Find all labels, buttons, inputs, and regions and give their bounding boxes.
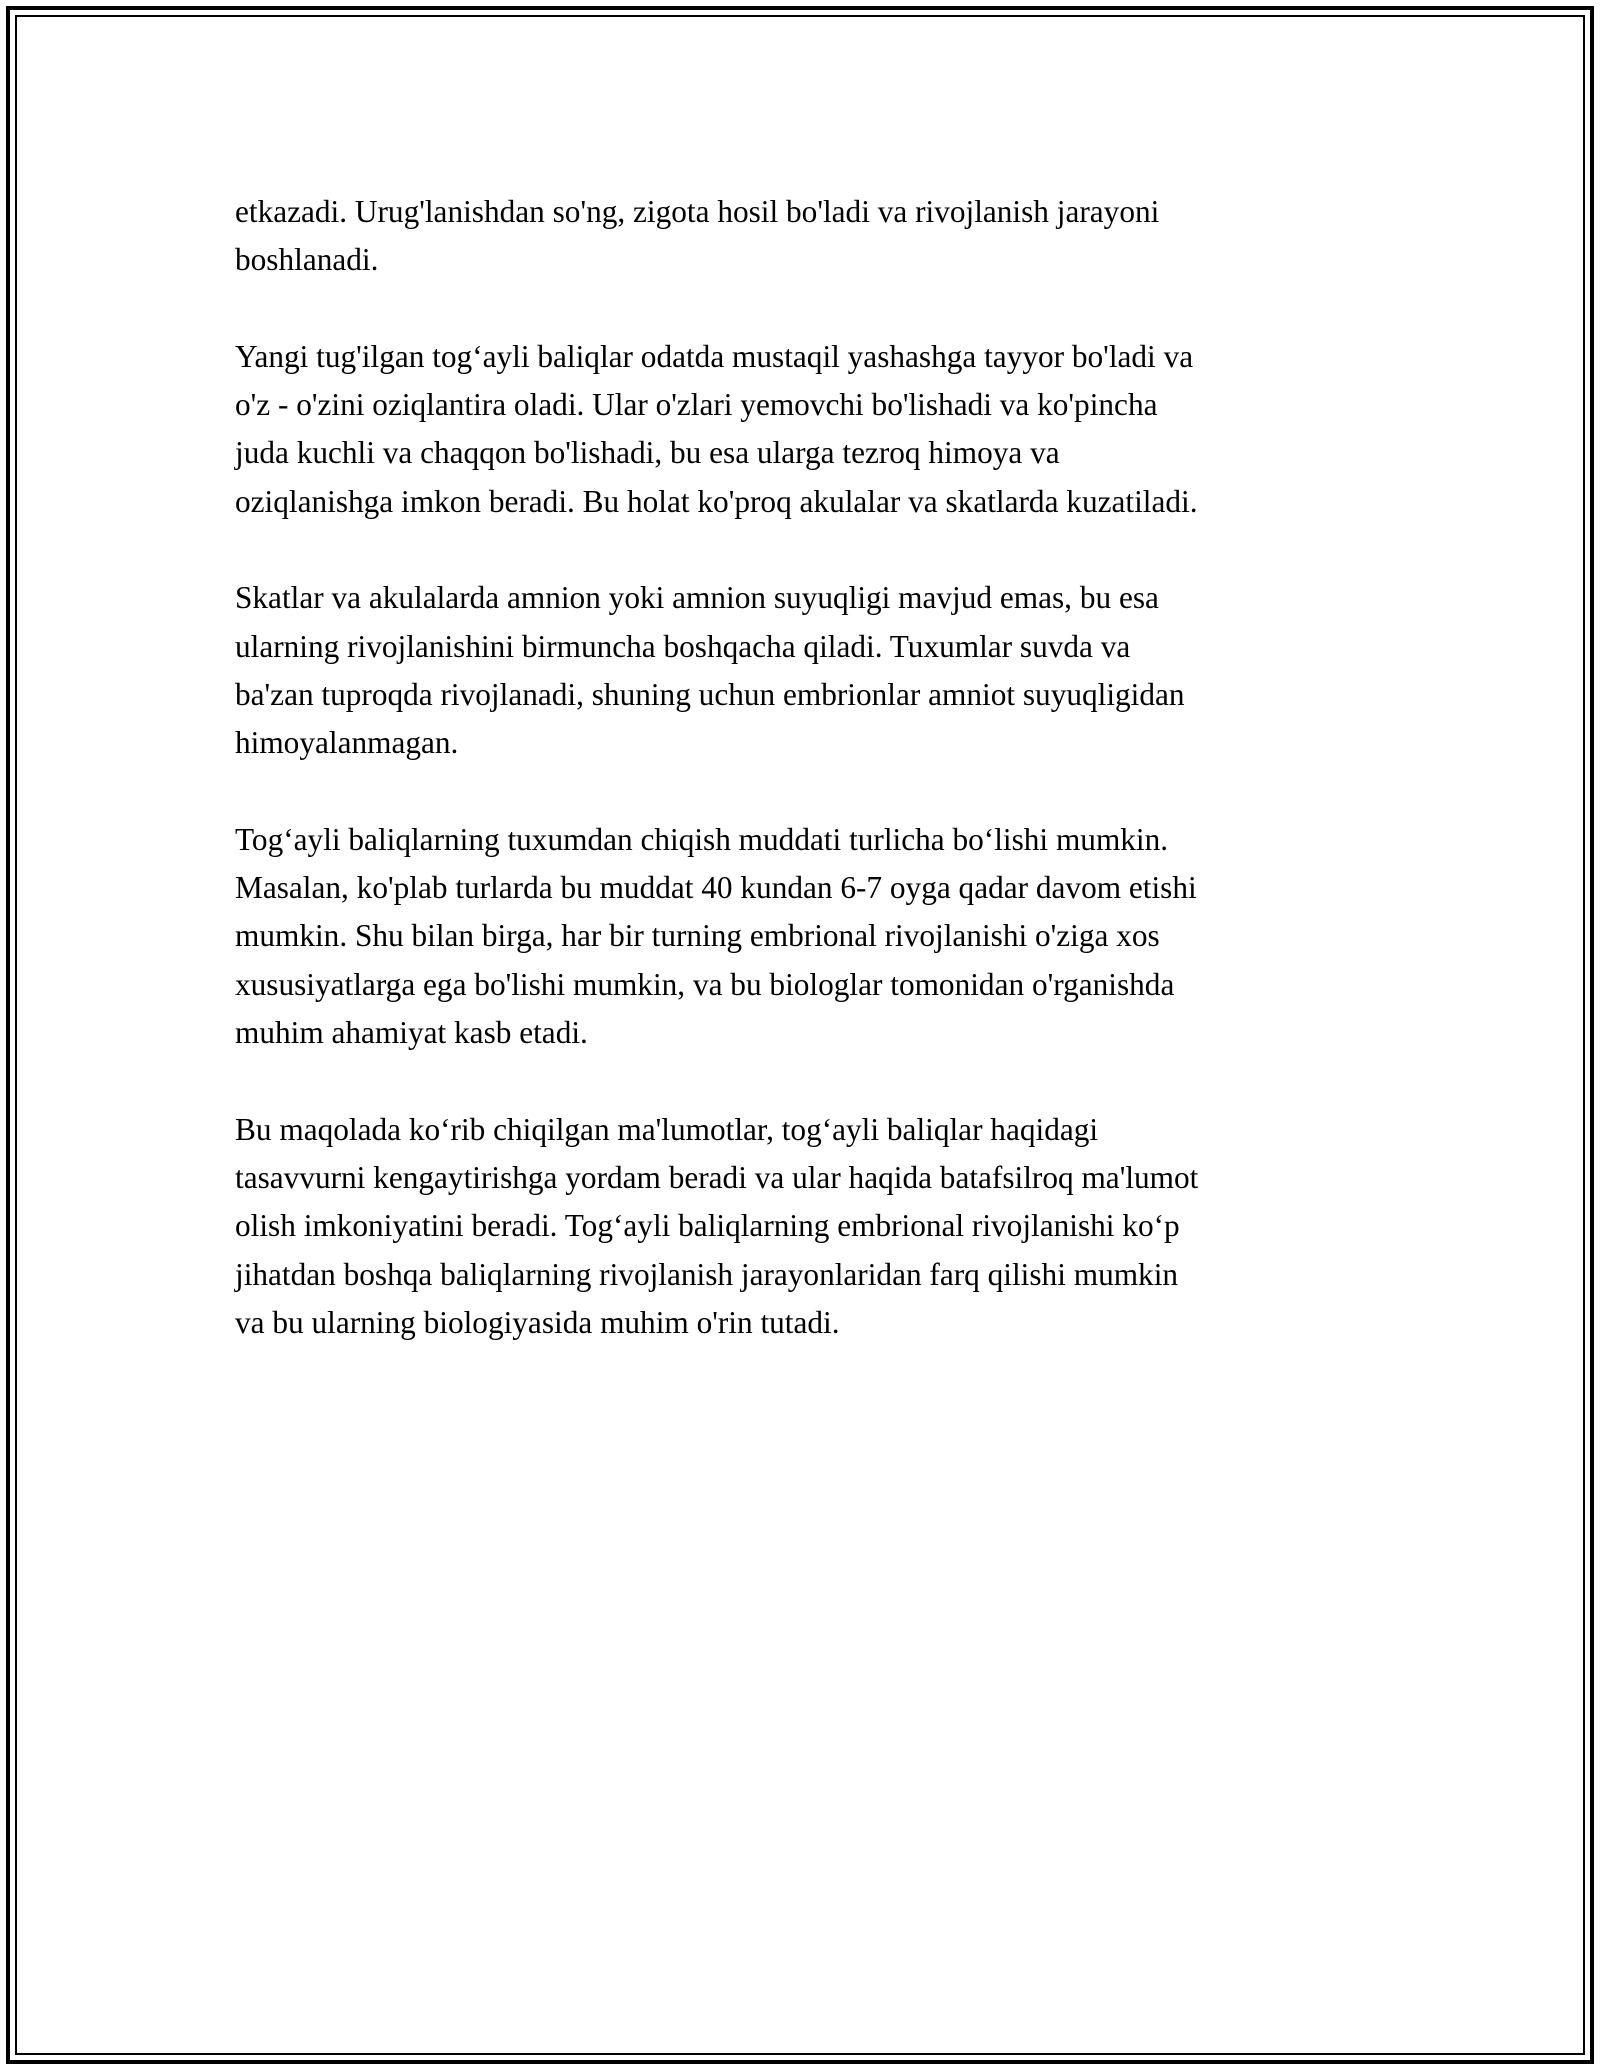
text-line: boshlanadi. [235,242,379,278]
text-line: Bu maqolada ko‘rib chiqilgan ma'lumotlar, tog‘ayli baliqlar haqidagi [235,1111,1099,1147]
text-line: etkazadi. Urug'lanishdan so'ng, zigota hosil bo'ladi va rivojlanish jarayoni [235,194,1160,229]
paragraph [235,333,1375,526]
text-line: Yangi tug'ilgan tog‘ayli baliqlar odatda mustaqil yashashga tayyor bo'ladi va [235,338,1194,374]
text-line: juda kuchli va chaqqon bo'lishadi, bu esa ularga tezroq himoya va [235,435,1060,471]
text-line: ularning rivojlanishini birmuncha boshqacha qiladi. Tuxumlar suvda va [235,628,1131,664]
paragraph [235,188,1375,285]
text-line: xususiyatlarga ega bo'lishi mumkin, va bu biologlar tomonidan o'rganishda [235,966,1175,1002]
paragraph [235,1106,1375,1347]
text-line: va bu ularning biologiyasida muhim o'rin tutadi. [235,1304,840,1340]
document-body [235,188,1375,1395]
paragraph [235,574,1375,767]
paragraph [235,816,1375,1057]
text-line: muhim ahamiyat kasb etadi. [235,1015,588,1051]
text-line: Masalan, ko'plab turlarda bu muddat 40 kundan 6-7 oyga qadar davom etishi [235,870,1197,906]
text-line: Tog‘ayli baliqlarning tuxumdan chiqish muddati turlicha bo‘lishi mumkin. [235,821,1169,857]
text-line: Skatlar va akulalarda amnion yoki amnion suyuqligi mavjud emas, bu esa [235,580,1159,616]
text-line: o'z - o'zini oziqlantira oladi. Ular o'zlari yemovchi bo'lishadi va ko'pincha [235,387,1158,423]
text-line: jihatdan boshqa baliqlarning rivojlanish jarayonlaridan farq qilishi mumkin [235,1256,1179,1292]
text-line: mumkin. Shu bilan birga, har bir turning embrional rivojlanishi o'ziga xos [235,918,1160,954]
text-line: tasavvurni kengaytirishga yordam beradi va ular haqida batafsilroq ma'lumot [235,1159,1199,1195]
text-line: olish imkoniyatini beradi. Tog‘ayli baliqlarning embrional rivojlanishi ko‘p [235,1208,1180,1244]
text-line: ba'zan tuproqda rivojlanadi, shuning uchun embrionlar amniot suyuqligidan [235,676,1185,712]
text-line: oziqlanishga imkon beradi. Bu holat ko'proq akulalar va skatlarda kuzatiladi. [235,483,1198,519]
text-line: himoyalanmagan. [235,725,459,761]
